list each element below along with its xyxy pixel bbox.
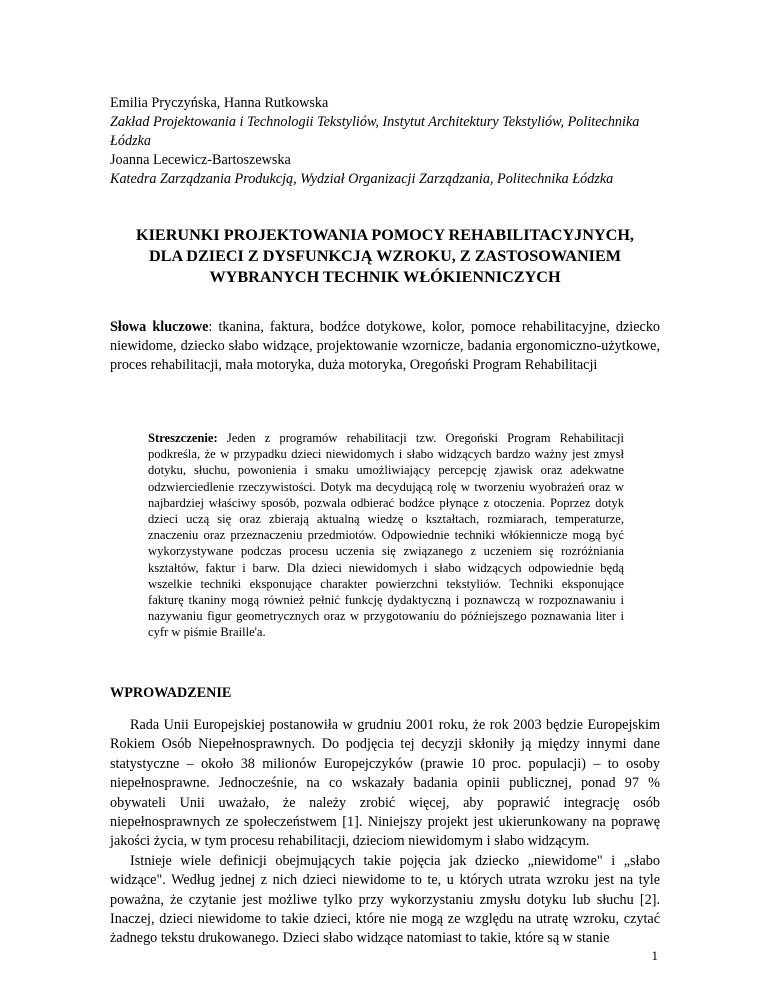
paper-title <box>100 225 670 288</box>
paragraph-1: Rada Unii Europejskiej postanowiła w grudniu 2001 roku, że rok 2003 będzie Europejskim Rokiem Osób Niepełnosprawnych. Do podjęcia tej decyzji skłoniły ją między innymi dane statystyczne – około 38 milionów Europejczyków (prawie 10 proc. populacji) – to osoby niepełnosprawne. Jednocześnie, na co wskazały badania opinii publicznej, ponad 97 % obywateli Unii uważało, że należy zrobić więcej, aby poprawić integrację osób niepełnosprawnych ze społeczeństwem [1]. Niniejszy projekt jest ukierunkowany na poprawę jakości życia, w tym procesu rehabilitacji, dzieciom niewidomym i słabo widzącym. <box>110 717 660 850</box>
author-block <box>110 94 670 189</box>
abstract-text: Jeden z programów rehabilitacji tzw. Oregoński Program Rehabilitacji podkreśla, że w przypadku dzieci niewidomych i słabo widzących bardzo ważny jest zmysł dotyku, słuchu, powonienia i smaku umożliwiający percepcję zjawisk oraz adekwatne odzwierciedlenie rzeczywistości. Dotyk ma decydującą rolę w tworzeniu wyobrażeń oraz w najbardziej właściwy sposób, pozwala odbierać bodźce płynące z otoczenia. Poprzez dotyk dzieci uczą się oraz zbierają aktualną wiedzę o kształtach, rozmiarach, temperaturze, znaczeniu oraz przeznaczeniu przedmiotów. Odpowiednie techniki włókiennicze mogą być wykorzystywane podczas procesu uczenia się związanego z uczeniem się rozróżniania kształtów, faktur i barw. Dla dzieci niewidomych i słabo widzących odpowiednie będą wszelkie techniki eksponujące charakter powierzchni tekstyliów. Techniki eksponujące fakturę tkaniny mogą również pełnić funkcję dydaktyczną i poznawczą w rozpoznawaniu i nazywaniu figur geometrycznych oraz w przygotowaniu do późniejszego poznawania liter i cyfr w piśmie Braille'a. <box>148 431 624 640</box>
keywords-text: : tkanina, faktura, bodźce dotykowe, kolor, pomoce rehabilitacyjne, dziecko niewidome, dziecko słabo widzące, projektowanie wzornicze, badania ergonomiczno-użytkowe, proces rehabilitacji, mała motoryka, duża motoryka, Oregoński Program Rehabilitacji <box>110 319 661 373</box>
body-text <box>110 716 660 949</box>
abstract-block <box>148 430 624 641</box>
paragraph-2: Istnieje wiele definicji obejmujących takie pojęcia jak dziecko „niewidome" i „słabo widzące". Według jednej z nich dzieci niewidome to te, u których utrata wzroku jest na tyle poważna, że czytanie jest możliwe tylko przy wykorzystaniu zmysłu dotyku lub słuchu [2]. Inaczej, dzieci niewidome to takie dzieci, które nie mogą ze względu na utratę wzroku, czytać żadnego tekstu drukowanego. Dzieci słabo widzące natomiast to takie, które są w stanie <box>110 852 660 947</box>
author-names-1: Emilia Pryczyńska, Hanna Rutkowska <box>110 95 329 111</box>
abstract-label: Streszczenie: <box>148 431 218 445</box>
title-line-1: KIERUNKI PROJEKTOWANIA POMOCY REHABILITACYJNYCH, <box>136 226 634 244</box>
keywords-label: Słowa kluczowe <box>110 319 209 335</box>
page-number: 1 <box>651 948 658 963</box>
affiliation-1: Zakład Projektowania i Technologii Tekstyliów, Instytut Architektury Tekstyliów, Politechnika Łódzka <box>110 114 640 149</box>
title-line-3: WYBRANYCH TECHNIK WŁÓKIENNICZYCH <box>209 268 561 286</box>
section-heading: WPROWADZENIE <box>110 685 232 701</box>
title-line-2: DLA DZIECI Z DYSFUNKCJĄ WZROKU, Z ZASTOSOWANIEM <box>148 247 622 265</box>
affiliation-2: Katedra Zarządzania Produkcją, Wydział Organizacji Zarządzania, Politechnika Łódzka <box>110 171 614 187</box>
keywords-block <box>110 318 660 375</box>
author-names-2: Joanna Lecewicz-Bartoszewska <box>110 152 291 168</box>
